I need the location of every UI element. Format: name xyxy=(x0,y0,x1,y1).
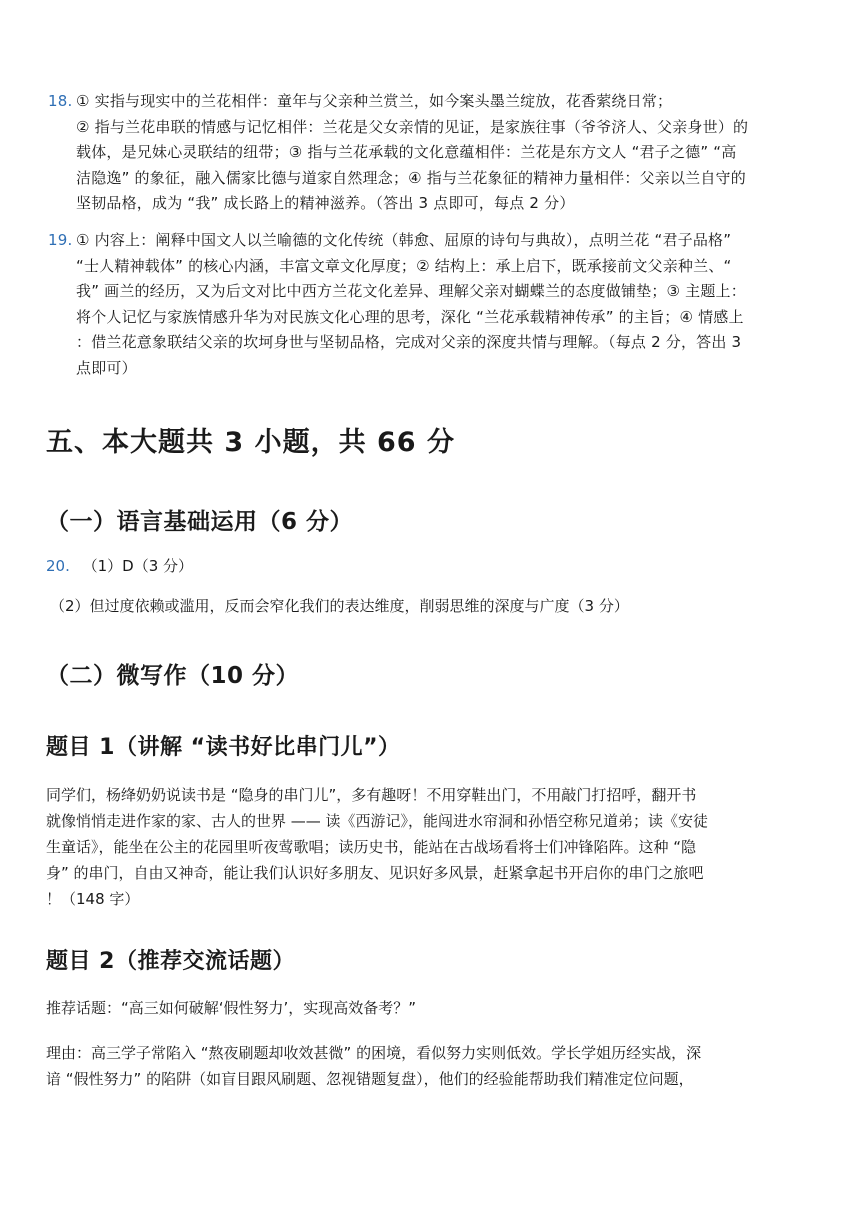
answer-line: 谙 “假性努力” 的陷阱（如盲目跟风刷题、忽视错题复盘），他们的经验能帮助我们精准定位问题， xyxy=(46,1070,694,1088)
answer-text xyxy=(76,228,858,381)
answer-20-part-1 xyxy=(46,554,193,580)
answer-line: 载体，是兄妹心灵联结的纽带；③ 指与兰花承载的文化意蕴相伴：兰花是东方文人 “君子之德” “高 xyxy=(76,143,737,161)
topic-2-reason xyxy=(46,1040,826,1092)
answer-line: ② 指与兰花串联的情感与记忆相伴：兰花是父女亲情的见证，是家族往事（爷爷济人、父亲身世）的 xyxy=(76,117,749,136)
answer-line: 同学们，杨绛奶奶说读书是 “隐身的串门儿”，多有趣呀！不用穿鞋出门，不用敲门打招呼，翻开书 xyxy=(46,786,697,804)
answer-text xyxy=(76,89,858,217)
answer-line: 生童话》，能坐在公主的花园里听夜莺歌唱；读历史书，能站在古战场看将士们冲锋陷阵。这种 “隐 xyxy=(46,838,697,856)
topic-heading: 题目 1（讲解 “读书好比串门儿”） xyxy=(46,735,401,760)
question-number: 20. xyxy=(46,557,70,575)
answer-line: 身” 的串门，自由又神奇，能让我们认识好多朋友、见识好多风景，赶紧拿起书开启你的串门之旅吧 xyxy=(46,864,704,882)
answer-line: ！（148 字） xyxy=(46,890,140,908)
recommended-topic: 推荐话题：“高三如何破解‘假性努力’，实现高效备考？” xyxy=(46,999,417,1017)
topic-1-answer xyxy=(46,782,826,912)
question-number: 18. xyxy=(48,92,73,110)
answer-line: ：借兰花意象联结父亲的坎坷身世与坚韧品格，完成对父亲的深度共情与理解。（每点 2 分，答出 3 xyxy=(76,333,742,351)
answer-18 xyxy=(46,89,858,217)
answer-line: 洁隐逸” 的象征，融入儒家比德与道家自然理念；④ 指与兰花象征的精神力量相伴：父亲以兰自守的 xyxy=(76,168,746,187)
answer-line: ① 内容上：阐释中国文人以兰喻德的文化传统（韩愈、屈原的诗句与典故），点明兰花 “君子品格” xyxy=(76,231,732,249)
question-number: 19. xyxy=(48,231,73,249)
section-heading: 五、本大题共 3 小题，共 66 分 xyxy=(46,427,455,458)
answer-line: 坚韧品格，成为 “我” 成长路上的精神滋养。（答出 3 点即可，每点 2 分） xyxy=(76,194,575,212)
subsection-heading: （一）语言基础运用（6 分） xyxy=(46,509,354,535)
answer-line: 我” 画兰的经历，又为后文对比中西方兰花文化差异、理解父亲对蝴蝶兰的态度做铺垫；③ 主题上： xyxy=(76,282,746,300)
topic-heading: 题目 2（推荐交流话题） xyxy=(46,949,295,974)
answer-line: 点即可） xyxy=(76,358,137,377)
subsection-heading: （二）微写作（10 分） xyxy=(46,663,300,689)
answer-line: （1）D（3 分） xyxy=(82,557,194,575)
answer-19 xyxy=(46,228,858,381)
answer-line: 理由：高三学子常陷入 “熬夜刷题却收效甚微” 的困境，看似努力实则低效。学长学姐历经实战，深 xyxy=(46,1044,702,1062)
answer-20-part-2: （2）但过度依赖或滥用，反而会窄化我们的表达维度，削弱思维的深度与广度（3 分） xyxy=(50,597,629,615)
answer-line: 就像悄悄走进作家的家、古人的世界 —— 读《西游记》，能闯进水帘洞和孙悟空称兄道弟；读《安徒 xyxy=(46,812,709,830)
answer-line: ① 实指与现实中的兰花相伴：童年与父亲种兰赏兰，如今案头墨兰绽放，花香萦绕日常； xyxy=(76,92,673,110)
answer-line: “士人精神载体” 的核心内涵，丰富文章文化厚度；② 结构上：承上启下，既承接前文父亲种兰、“ xyxy=(76,256,732,275)
answer-line: 将个人记忆与家族情感升华为对民族文化心理的思考，深化 “兰花承载精神传承” 的主旨；④ 情感上 xyxy=(76,307,744,326)
